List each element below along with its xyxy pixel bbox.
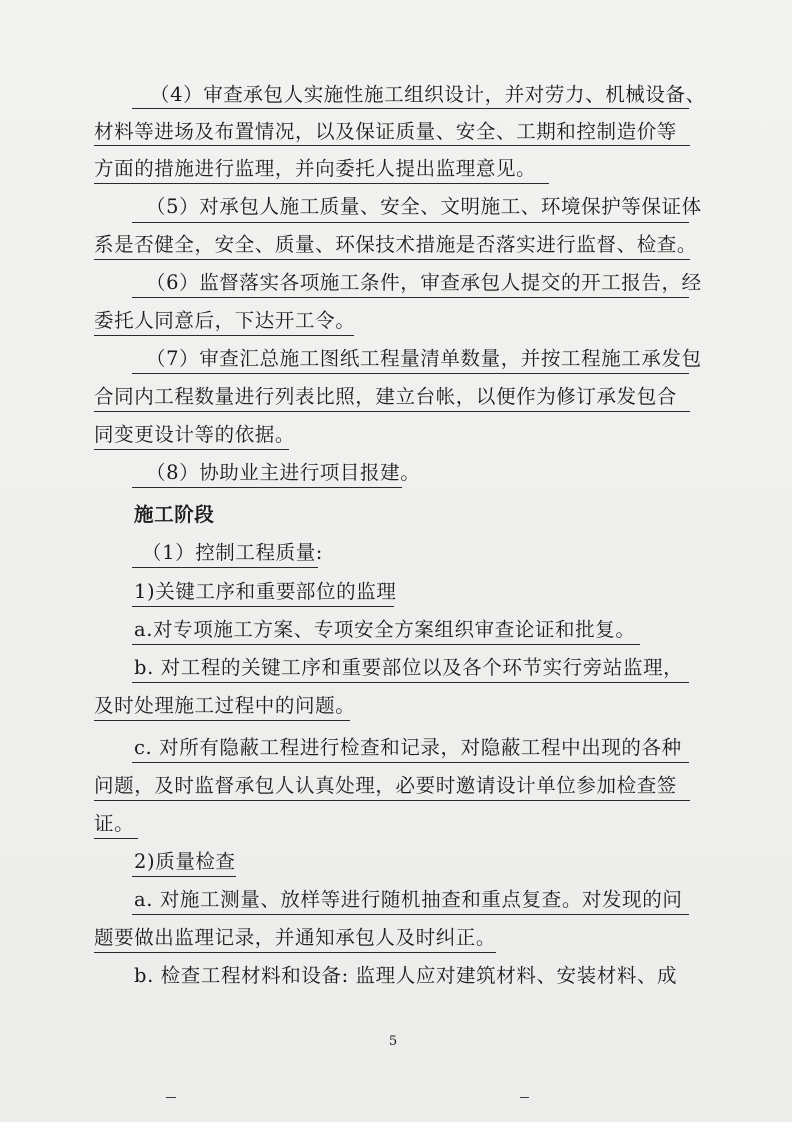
page-number: 5	[388, 1034, 398, 1049]
underline-4	[132, 222, 689, 223]
text-line-6: （6）监督落实各项施工条件，审查承包人提交的开工报告，经	[146, 271, 702, 294]
text-line-23: 题要做出监理记录，并通知承包人及时纠正。	[94, 926, 497, 949]
underline-22	[132, 914, 689, 915]
underline-23	[94, 952, 496, 953]
binding-mark-left	[166, 1097, 176, 1098]
text-line-14: 1)关键工序和重要部位的监理	[134, 580, 397, 603]
underline-9	[94, 411, 690, 412]
underline-1	[132, 108, 689, 109]
underline-20	[94, 838, 138, 839]
text-line-16: b. 对工程的关键工序和重要部位以及各个环节实行旁站监理，	[134, 656, 684, 679]
text-line-15: a.对专项施工方案、专项安全方案组织审查论证和批复。	[134, 618, 636, 641]
text-line-22: a. 对施工测量、放样等进行随机抽查和重点复查。对发现的问	[134, 888, 683, 911]
underline-14	[132, 606, 394, 607]
section-heading: 施工阶段	[134, 503, 215, 526]
underline-13	[132, 567, 318, 568]
text-line-2: 材料等进场及布置情况，以及保证质量、安全、工期和控制造价等	[94, 120, 677, 143]
text-line-17: 及时处理施工过程中的问题。	[94, 694, 356, 717]
underline-3	[94, 183, 549, 184]
underline-5	[94, 259, 690, 260]
text-line-18: c. 对所有隐蔽工程进行检查和记录，对隐蔽工程中出现的各种	[134, 736, 682, 759]
underline-2	[94, 145, 690, 146]
underline-18	[132, 762, 689, 763]
underline-7	[94, 335, 354, 336]
underline-17	[94, 720, 350, 721]
text-line-10: 同变更设计等的依据。	[94, 423, 296, 446]
text-line-8: （7）审查汇总施工图纸工程量清单数量，并按工程施工承发包	[146, 347, 702, 370]
text-line-3: 方面的措施进行监理，并向委托人提出监理意见。	[94, 157, 537, 180]
underline-8	[132, 373, 689, 374]
underline-21	[132, 876, 236, 877]
binding-mark-right	[520, 1097, 529, 1098]
text-line-19: 问题，及时监督承包人认真处理，必要时邀请设计单位参加检查签	[94, 774, 677, 797]
text-line-11: （8）协助业主进行项目报建。	[146, 461, 421, 484]
text-line-21: 2)质量检查	[134, 850, 236, 873]
text-line-1: （4）审查承包人实施性施工组织设计，并对劳力、机械设备、	[150, 83, 706, 106]
text-line-4: （5）对承包人施工质量、安全、文明施工、环境保护等保证体	[146, 195, 702, 218]
text-line-24: b. 检查工程材料和设备: 监理人应对建筑材料、安装材料、成	[134, 964, 678, 987]
underline-6	[132, 297, 689, 298]
text-line-13: （1）控制工程质量:	[142, 541, 323, 564]
text-line-20: 证。	[94, 812, 135, 835]
underline-15	[132, 644, 640, 645]
underline-10	[94, 449, 289, 450]
text-line-5: 系是否健全，安全、质量、环保技术措施是否落实进行监督、检查。	[94, 233, 698, 256]
underline-19	[94, 800, 690, 801]
underline-11	[132, 487, 402, 488]
underline-16	[132, 682, 689, 683]
text-line-7: 委托人同意后，下达开工令。	[94, 309, 356, 332]
text-line-9: 合同内工程数量进行列表比照，建立台帐，以便作为修订承发包合	[94, 385, 677, 408]
